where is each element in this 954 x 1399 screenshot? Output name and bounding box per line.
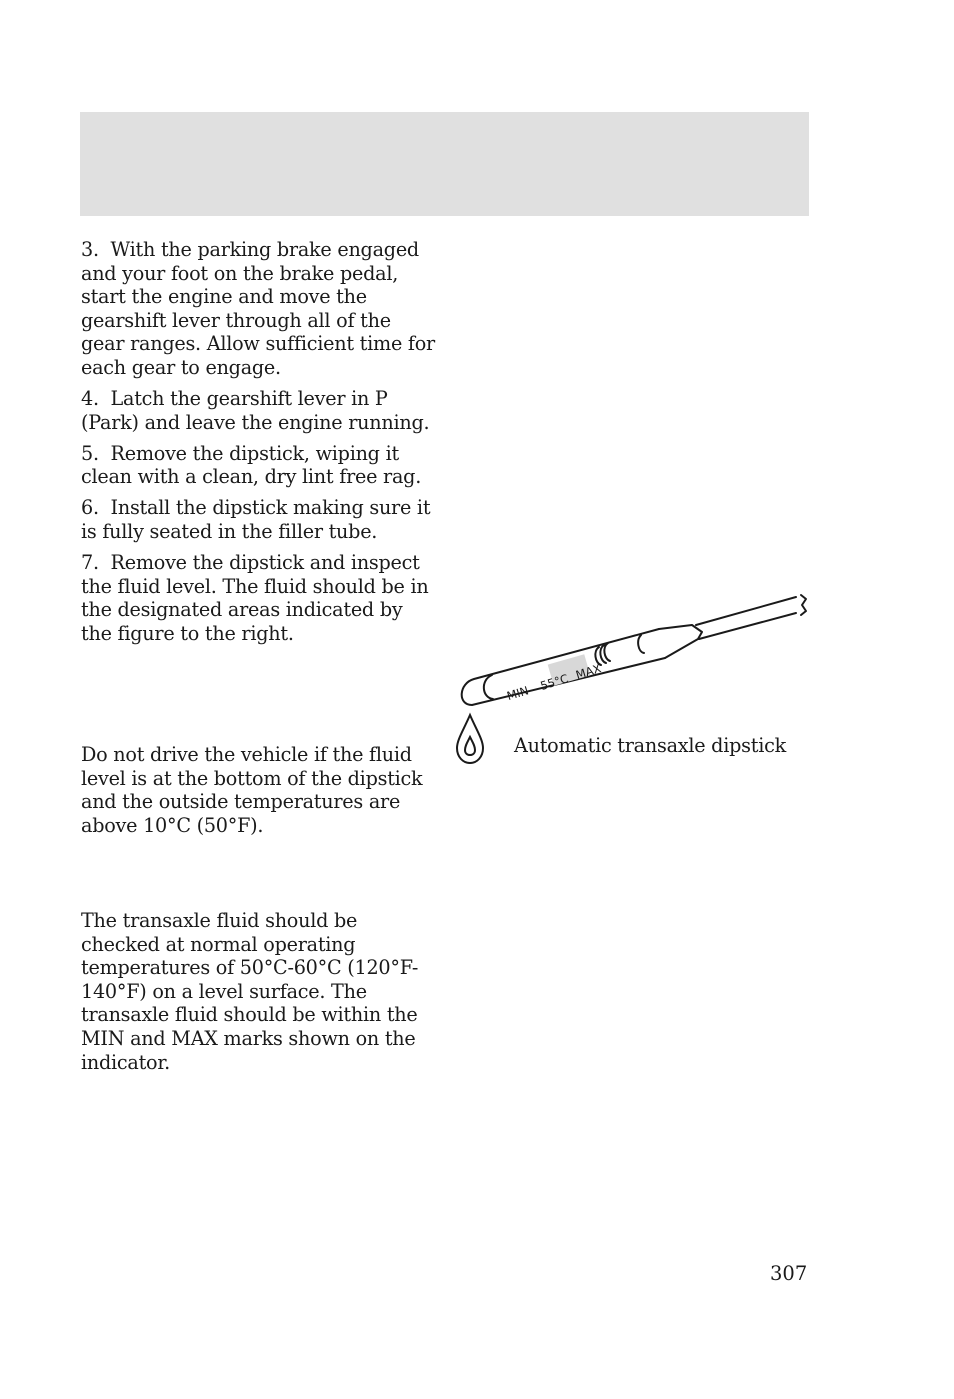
step-text: Remove the dipstick and inspect the fluid level. The fluid should be in the designated areas indicated by the figure to the right. [81, 551, 429, 645]
step-5 [81, 442, 436, 489]
step-4 [81, 387, 436, 434]
fluid-drop-icon [457, 715, 483, 763]
step-number: 5. [81, 441, 99, 465]
step-text: Remove the dipstick, wiping it clean with a clean, dry lint free rag. [81, 441, 422, 489]
temp-mark-label: 55°C [538, 671, 570, 693]
figure-caption: Automatic transaxle dipstick [514, 734, 786, 757]
step-7 [81, 551, 436, 645]
max-mark-label: MAX [574, 661, 603, 683]
step-3 [81, 238, 436, 380]
steps-list [81, 238, 436, 653]
info-paragraph [81, 909, 436, 1074]
info-text: The transaxle fluid should be checked at normal operating temperatures of 50°C-60°C (120°F-140°F) on a level surface. The transaxle fluid should be within the MIN and MAX marks shown on the indicator. [81, 909, 419, 1074]
step-text: Install the dipstick making sure it is fully seated in the filler tube. [81, 496, 431, 544]
min-mark-label: MIN [505, 683, 531, 704]
step-text: Latch the gearshift lever in P (Park) and leave the engine running. [81, 387, 430, 434]
warning-paragraph [81, 743, 436, 837]
page-number: 307 [770, 1262, 808, 1285]
step-number: 6. [81, 496, 99, 520]
step-number: 3. [81, 238, 99, 261]
warning-text: Do not drive the vehicle if the fluid level is at the bottom of the dipstick and the outside temperatures are above 10°C (50°F). [81, 743, 423, 837]
chapter-header-band [80, 112, 809, 216]
step-number: 7. [81, 551, 99, 575]
step-number: 4. [81, 387, 99, 411]
step-text: With the parking brake engaged and your foot on the brake pedal, start the engine and move the gearshift lever through all of the gear ranges. Allow sufficient time for each gear to engage. [81, 238, 435, 379]
step-6 [81, 496, 436, 543]
